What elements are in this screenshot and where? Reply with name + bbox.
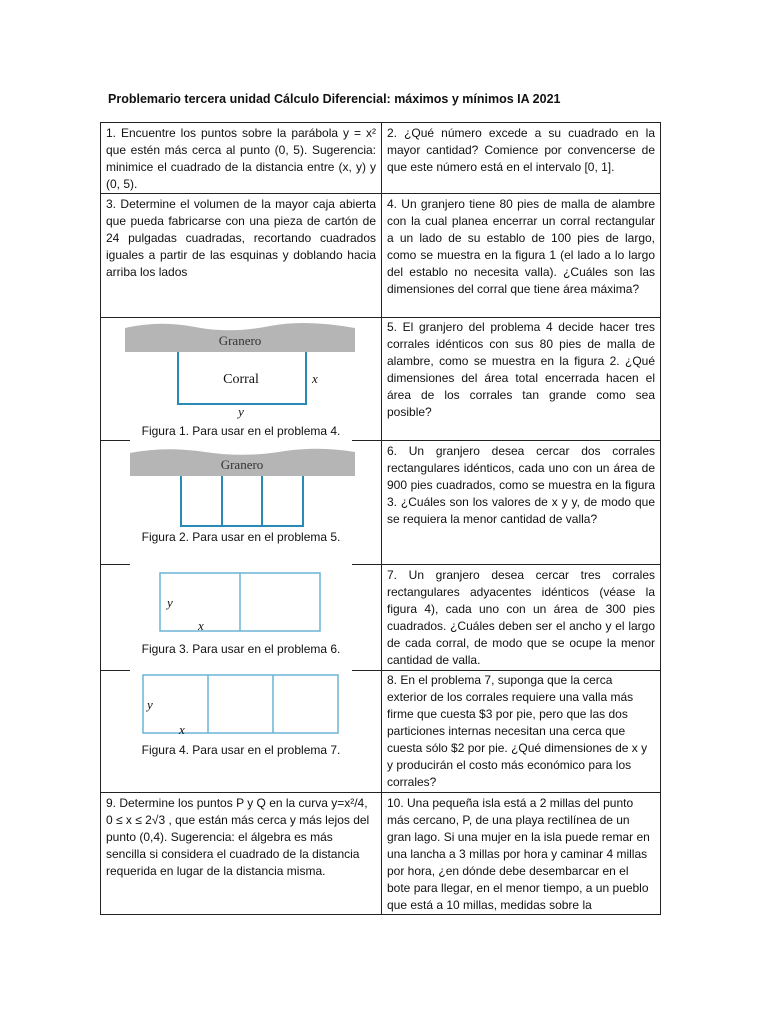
table-border bbox=[100, 440, 130, 441]
table-border bbox=[660, 122, 661, 915]
problem-5-text: 5. El granjero del problema 4 decide hacer tres corrales idénticos con sus 80 pies de malla de alambre, como se muestra en la figura 2. ¿Qué dimensiones del área total encerrada hacen el área de los corrales tan grande como sea posible? bbox=[387, 320, 655, 419]
problem-2 bbox=[387, 125, 655, 176]
figure-2 bbox=[125, 446, 360, 530]
table-border bbox=[352, 440, 382, 441]
problem-10 bbox=[387, 795, 655, 914]
side-label-x: x bbox=[312, 371, 318, 386]
problem-2-text: 2. ¿Qué número excede a su cuadrado en la mayor cantidad? Comience por convencerse de que este número está en el intervalo [0, 1]. bbox=[387, 126, 655, 174]
problem-4-text: 4. Un granjero tiene 80 pies de malla de alambre con la cual planea encerrar un corral rectangular a un lado de su establo de 100 pies de largo, como se muestra en la figura 1 (el lado a lo largo del establo no necesita valla). ¿Cuáles son las dimensiones del corral que tiene área máxima? bbox=[387, 197, 655, 296]
figure-3-caption: Figura 3. Para usar en el problema 6. bbox=[141, 642, 341, 656]
table-border bbox=[100, 122, 101, 915]
pen-outline bbox=[181, 476, 303, 526]
length-label-y: y bbox=[238, 404, 244, 419]
y-label: y bbox=[147, 697, 153, 712]
problem-9-text: 9. Determine los puntos P y Q en la curva y=x²/4, 0 ≤ x ≤ 2√3 , que están más cerca y más lejos del punto (0,4). Sugerencia: el álgebra es más sencilla si considera el cuadrado de la distancia requerida en lugar de la distancia misma. bbox=[106, 796, 370, 878]
pen-outline bbox=[143, 675, 338, 733]
figure-1-caption: Figura 1. Para usar en el problema 4. bbox=[141, 424, 341, 438]
table-border bbox=[352, 564, 382, 565]
barn-label: Granero bbox=[218, 333, 262, 348]
table-border bbox=[381, 670, 661, 671]
problem-5 bbox=[387, 319, 655, 421]
problem-6 bbox=[387, 443, 655, 528]
problem-7 bbox=[387, 567, 655, 669]
problem-1 bbox=[106, 125, 376, 193]
table-border bbox=[352, 670, 382, 671]
problem-8-text: 8. En el problema 7, suponga que la cerca exterior de los corrales requiere una valla más firme que cuesta $3 por pie, pero que las dos particiones internas necesitan una cerca que cuesta sólo $2 por pie. ¿Qué dimensiones de x y y producirán el costo más económico para los corrales? bbox=[387, 673, 648, 789]
problem-9 bbox=[106, 795, 376, 880]
problem-4 bbox=[387, 196, 655, 298]
figure-2-caption: Figura 2. Para usar en el problema 5. bbox=[141, 530, 341, 544]
table-border bbox=[381, 440, 661, 441]
x-label: x bbox=[198, 618, 204, 633]
figure-4 bbox=[138, 672, 343, 738]
table-border bbox=[381, 122, 382, 915]
problem-1-text: 1. Encuentre los puntos sobre la parábola y = x² que estén más cerca al punto (0, 5). Sugerencia: minimice el cuadrado de la distancia entre (x, y) y (0, 5). bbox=[106, 126, 376, 191]
page-title: Problemario tercera unidad Cálculo Diferencial: máximos y mínimos IA 2021 bbox=[108, 92, 561, 106]
problem-8 bbox=[387, 672, 655, 791]
table-border bbox=[100, 670, 130, 671]
figure-4-caption: Figura 4. Para usar en el problema 7. bbox=[141, 743, 341, 757]
problem-3 bbox=[106, 196, 376, 281]
table-border bbox=[381, 564, 661, 565]
pen-label: Corral bbox=[223, 372, 259, 387]
problem-10-text: 10. Una pequeña isla está a 2 millas del punto más cercano, P, de una playa rectilínea de un gran lago. Si una mujer en la isla puede remar en una lancha a 3 millas por hora y caminar 4 millas por hora, ¿en dónde debe desembarcar en el bote para llegar, en el menor tiempo, a un pueblo que está a 10 millas, medidas sobre la bbox=[387, 796, 650, 912]
figure-3 bbox=[150, 570, 330, 636]
barn-label: Granero bbox=[220, 457, 264, 472]
figure-1 bbox=[120, 320, 360, 420]
y-label: y bbox=[167, 595, 173, 610]
problem-3-text: 3. Determine el volumen de la mayor caja abierta que pueda fabricarse con una pieza de cartón de 24 pulgadas cuadradas, recortando cuadrados iguales a partir de las esquinas y doblando hacia arriba los lados bbox=[106, 197, 376, 279]
problem-6-text: 6. Un granjero desea cercar dos corrales rectangulares idénticos, cada uno con un área de 900 pies cuadrados, como se muestra en la figura 3. ¿Cuáles son los valores de x y y, de modo que se requiera la menor cantidad de valla? bbox=[387, 444, 655, 526]
table-border bbox=[100, 564, 130, 565]
problem-7-text: 7. Un granjero desea cercar tres corrales rectangulares adyacentes idénticos (véase la figura 4), cada uno con un área de 300 pies cuadrados. ¿Cuáles deben ser el ancho y el largo de cada corral, de modo que se ocupe la menor cantidad de valla. bbox=[387, 568, 655, 667]
x-label: x bbox=[179, 722, 185, 737]
